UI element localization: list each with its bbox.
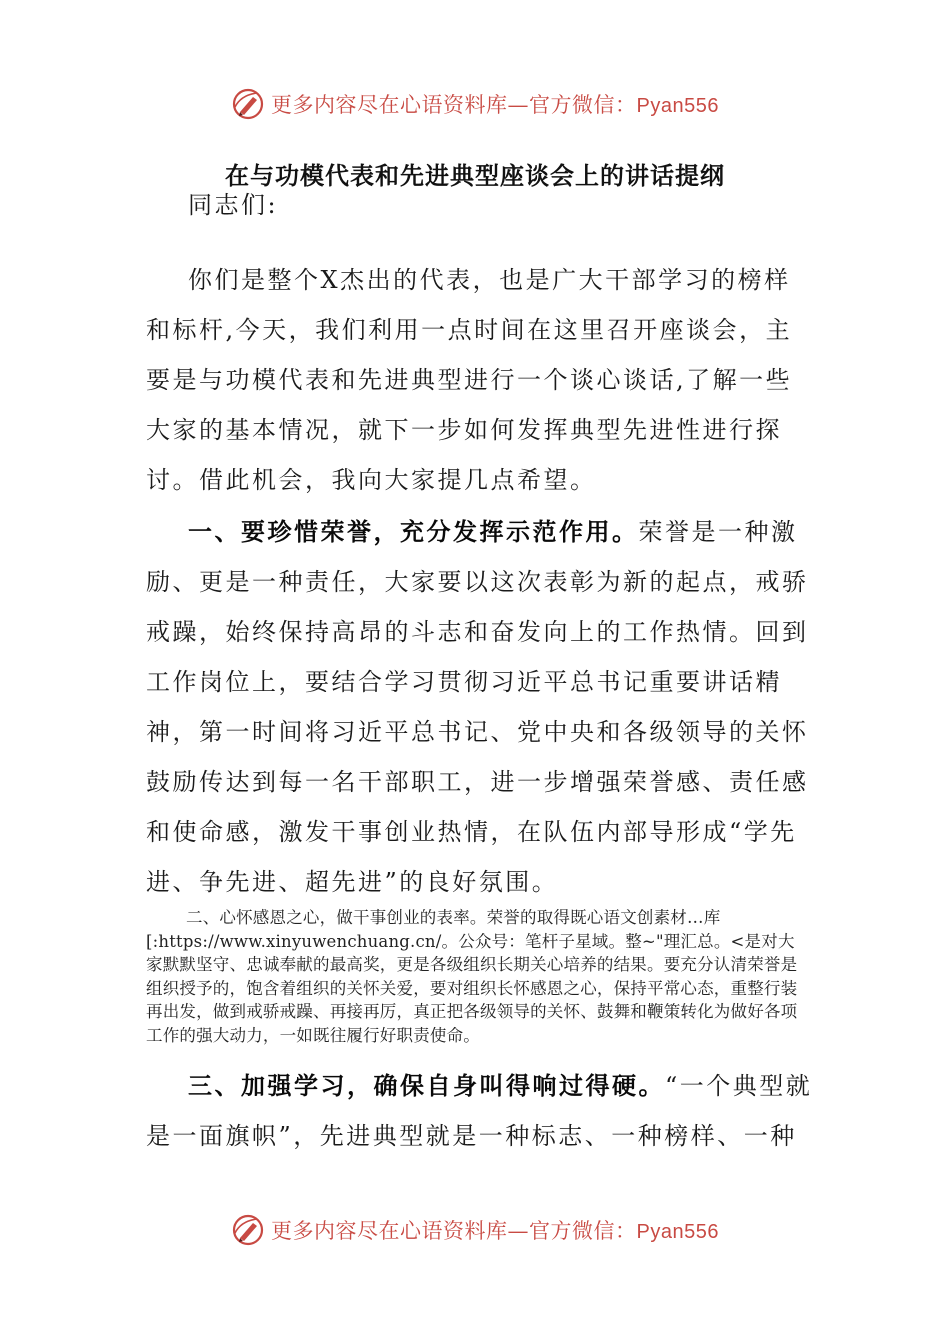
section-3-body: “一个典型就是一面旗帜”，先进典型就是一种标志、一种榜样、一种 — [146, 1072, 813, 1150]
section-3 — [146, 1061, 816, 1161]
greeting: 同志们: — [188, 191, 279, 219]
section-1-heading: 一、要珍惜荣誉，充分发挥示范作用。 — [188, 517, 639, 546]
section-3-heading: 三、加强学习，确保自身叫得响过得硬。 — [188, 1071, 665, 1100]
banner-text: 更多内容尽在心语资料库—官方微信：Pyan556 — [271, 1219, 719, 1243]
pen-logo-icon — [231, 1213, 265, 1247]
paragraph-intro: 你们是整个X杰出的代表，也是广大干部学习的榜样和标杆,今天，我们利用一点时间在这里召开座谈会，主要是与功模代表和先进典型进行一个谈心谈话,了解一些大家的基本情况，就下一步如何发挥典型先进性进行探讨。借此机会，我向大家提几点希望。 — [146, 266, 793, 494]
footer-banner — [0, 1208, 950, 1252]
wechat-id: Pyan556 — [636, 95, 719, 117]
banner-text: 更多内容尽在心语资料库—官方微信：Pyan556 — [271, 93, 719, 117]
section-1 — [146, 507, 816, 907]
section-2: 二、心怀感恩之心，做干事创业的表率。荣誉的取得既心语文创素材…库[:https://www.xinyuwenchuang.cn/。公众号：笔杆子星域。整~"理汇总。<是对大家默默坚守、忠诚奉献的最高奖，更是各级组织长期关心培养的结果。要充分认清荣誉是组织授予的，饱含着组织的关怀关爱，要对组织长怀感恩之心，保持平常心态，重整行装再出发，做到戒骄戒躁、再接再厉，真正把各级领导的关怀、鼓舞和鞭策转化为做好各项工作的强大动力，一如既往履行好职责使命。 — [146, 908, 798, 1045]
document-title: 在与功模代表和先进典型座谈会上的讲话提纲 — [225, 161, 725, 190]
wechat-id: Pyan556 — [636, 1221, 719, 1243]
header-banner — [0, 82, 950, 126]
pen-logo-icon — [231, 87, 265, 121]
section-1-body: 荣誉是一种激励、更是一种责任，大家要以这次表彰为新的起点，戒骄戒躁，始终保持高昂的斗志和奋发向上的工作热情。回到工作岗位上，要结合学习贯彻习近平总书记重要讲话精神，第一时间将习近平总书记、党中央和各级领导的关怀鼓励传达到每一名干部职工，进一步增强荣誉感、责任感和使命感，激发干事创业热情，在队伍内部导形成“学先进、争先进、超先进”的良好氛围。 — [146, 518, 809, 896]
